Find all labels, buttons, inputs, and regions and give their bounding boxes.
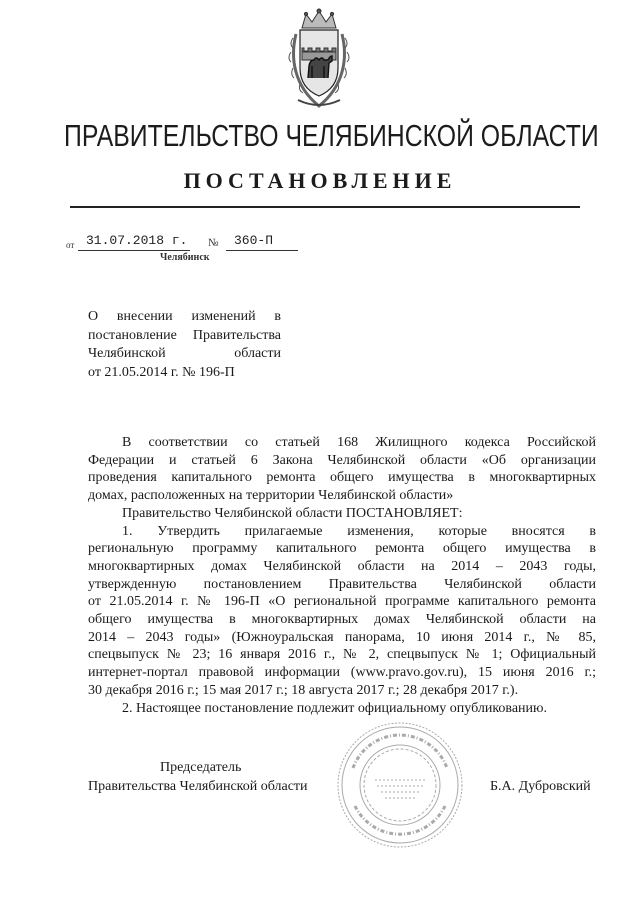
signatory-name: Б.А. Дубровский <box>490 779 591 794</box>
body-line: проведения капитального ремонта общего имущества в многоквартирных <box>88 470 596 486</box>
header-divider <box>70 206 580 208</box>
signatory-position-line1: Председатель <box>160 760 242 775</box>
document-type: ПОСТАНОВЛЕНИЕ <box>183 168 457 193</box>
government-title: ПРАВИТЕЛЬСТВО ЧЕЛЯБИНСКОЙ ОБЛАСТИ <box>64 118 599 153</box>
body-line: домах, расположенных на территории Челябинской области» <box>88 488 454 504</box>
city-name: Челябинск <box>160 252 210 263</box>
date-underline <box>78 250 190 251</box>
body-line: общего имущества в многоквартирных домах Челябинской области на <box>88 612 596 628</box>
body-line: 2014 – 2043 годы» (Южноуральская панорама, 10 июня 2014 г., № 85, <box>88 629 596 645</box>
subject-line: О внесении изменений в <box>88 309 281 324</box>
subject-line: постановление Правительства <box>88 327 281 343</box>
signatory-position-line2: Правительства Челябинской области <box>88 779 308 794</box>
body-line: В соответствии со статьей 168 Жилищного кодекса Российской <box>122 435 596 450</box>
body-line: утвержденную постановлением Правительства Челябинской области <box>88 576 596 592</box>
body-line: интернет-портал правовой информации (www.pravo.gov.ru), 15 июня 2016 г.; <box>88 665 596 681</box>
document-body <box>88 434 596 717</box>
body-line: от 21.05.2014 г. № 196-П «О региональной программе капитального ремонта <box>88 594 596 610</box>
body-line: Федерации и статьей 6 Закона Челябинской области «Об организации <box>88 452 596 468</box>
number-underline <box>226 250 298 251</box>
subject-line: Челябинской области <box>88 346 281 361</box>
number-prefix: № <box>208 237 219 249</box>
body-line: 30 декабря 2016 г.; 15 мая 2017 г.; 18 августа 2017 г.; 28 декабря 2017 г.). <box>88 682 519 698</box>
body-line: многоквартирных домах Челябинской области на 2014 – 2043 годы, <box>88 558 596 574</box>
date-prefix: от <box>66 240 75 250</box>
document-subject <box>88 308 281 382</box>
official-seal-icon <box>335 720 465 850</box>
coat-of-arms-icon <box>288 8 350 112</box>
body-line: спецвыпуск № 23; 16 января 2016 г., № 2, спецвыпуск № 1; Официальный <box>88 647 596 663</box>
body-line: 1. Утвердить прилагаемые изменения, которые вносятся в <box>122 523 596 539</box>
body-line: региональную программу капитального ремонта общего имущества в <box>88 541 596 557</box>
document-number: 360-П <box>234 233 274 248</box>
document-date-number <box>66 232 326 254</box>
body-line: Правительство Челябинской области ПОСТАНОВЛЯЕТ: <box>122 505 463 521</box>
subject-line: от 21.05.2014 г. № 196-П <box>88 364 235 380</box>
document-date: 31.07.2018 г. <box>86 233 188 248</box>
body-line: 2. Настоящее постановление подлежит официальному опубликованию. <box>122 700 547 716</box>
